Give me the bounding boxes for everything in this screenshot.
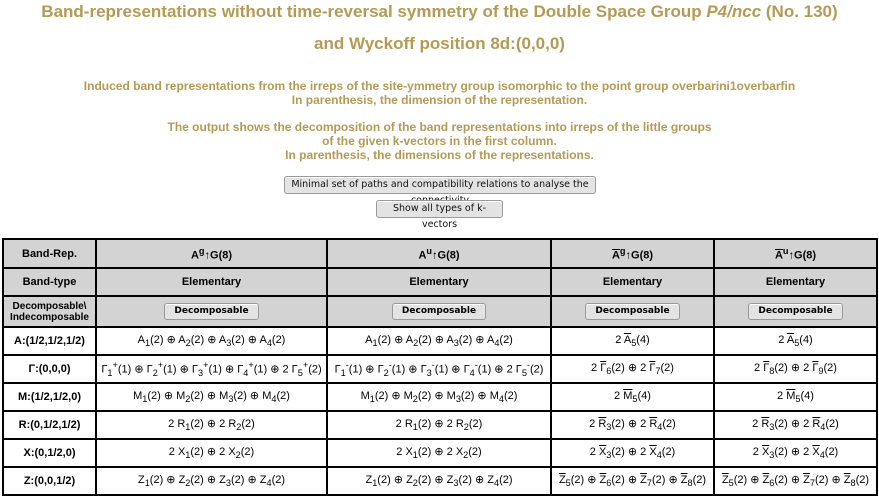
compatibility-paths-button[interactable]: Minimal set of paths and compatibility relations to analyse the <box>284 176 596 194</box>
group-symbol: P4/ncc <box>706 2 762 21</box>
table-row <box>3 355 877 383</box>
decomposable-row <box>3 296 877 327</box>
decomposable-button[interactable]: Decomposable <box>392 303 486 320</box>
table-row <box>3 411 877 439</box>
band-rep-cell: $A^g↑G(8)$ <box>96 239 327 268</box>
decomposable-button[interactable]: Decomposable <box>748 303 842 320</box>
decomposition-cell: 2 $\overline{R}_3(2)$ ⊕ 2 $\overline{R}_4(2)$ <box>714 411 877 439</box>
show-k-vectors-button[interactable]: Show all types of k-vectors <box>376 200 503 218</box>
output-description <box>0 120 879 162</box>
table-row <box>3 327 877 355</box>
decomposition-cell: 2 $\overline{M}_5(4)$ <box>551 383 714 411</box>
output-line-3: In parenthesis, the dimensions of the representations. <box>285 148 594 162</box>
band-representation-table <box>2 238 878 496</box>
table-row <box>3 439 877 467</box>
output-line-1: The output shows the decomposition of the band representations into irreps of the little groups <box>167 120 712 134</box>
table-row <box>3 383 877 411</box>
band-type-header: Band-type <box>3 268 96 296</box>
decomposition-cell: $M_1(2)$ ⊕ $M_2(2)$ ⊕ $M_3(2)$ ⊕ $M_4(2)$ <box>96 383 327 411</box>
decomposable-header <box>3 296 96 327</box>
decomposition-cell: 2 $\overline{X}_3(2)$ ⊕ 2 $\overline{X}_4(2)$ <box>551 439 714 467</box>
decomposition-cell: $\overline{Z}_5(2)$ ⊕ $\overline{Z}_6(2)$ ⊕ $\overline{Z}_7(2)$ ⊕ $\overline{Z}_8(2)$ <box>714 467 877 495</box>
band-rep-cell: $\overline{A}^u↑G(8)$ <box>714 239 877 268</box>
intro-line-2: In parenthesis, the dimension of the representation. <box>291 93 588 107</box>
band-rep-header: Band-Rep. <box>3 239 96 268</box>
decomposition-cell: 2 $\overline{\Gamma}_8(2)$ ⊕ 2 $\overline{\Gamma}_9(2)$ <box>714 355 877 383</box>
title-suffix: (No. 130) <box>761 2 838 21</box>
band-type-cell: Elementary <box>327 268 551 296</box>
decomposable-cell <box>551 296 714 327</box>
page-title <box>0 2 879 22</box>
decomposable-button[interactable]: Decomposable <box>585 303 679 320</box>
decomposition-cell: $Z_1(2)$ ⊕ $Z_2(2)$ ⊕ $Z_3(2)$ ⊕ $Z_4(2)$ <box>327 467 551 495</box>
decomposable-label-2: Indecomposable <box>10 311 89 323</box>
decomposition-cell: $\Gamma_1^-(1)$ ⊕ $\Gamma_2^-(1)$ ⊕ $\Gamma_3^-(1)$ ⊕ $\Gamma_4^-(1)$ ⊕ 2 $\Gamma_5^-(2)$ <box>327 355 551 383</box>
output-line-2: of the given k-vectors in the first column. <box>322 134 557 148</box>
intro-line-1: Induced band representations from the irreps of the site-ymmetry group isomorphic to the point group overbarini1overbarfin <box>83 79 796 93</box>
intro-text <box>0 79 879 107</box>
decomposition-cell: $A_1(2)$ ⊕ $A_2(2)$ ⊕ $A_3(2)$ ⊕ $A_4(2)$ <box>327 327 551 355</box>
decomposable-cell <box>714 296 877 327</box>
decomposition-cell: $A_1(2)$ ⊕ $A_2(2)$ ⊕ $A_3(2)$ ⊕ $A_4(2)$ <box>96 327 327 355</box>
table-header-row <box>3 239 877 268</box>
band-type-cell: Elementary <box>714 268 877 296</box>
band-rep-cell: $\overline{A}^g↑G(8)$ <box>551 239 714 268</box>
k-vector-label: X:(0,1/2,0) <box>3 439 96 467</box>
k-vector-label: M:(1/2,1/2,0) <box>3 383 96 411</box>
decomposition-cell: 2 $\overline{M}_5(4)$ <box>714 383 877 411</box>
band-type-cell: Elementary <box>96 268 327 296</box>
band-type-cell: Elementary <box>551 268 714 296</box>
decomposition-cell: 2 $\overline{R}_3(2)$ ⊕ 2 $\overline{R}_4(2)$ <box>551 411 714 439</box>
decomposable-cell <box>327 296 551 327</box>
k-vector-label: R:(0,1/2,1/2) <box>3 411 96 439</box>
decomposition-cell: 2 $\overline{\Gamma}_6(2)$ ⊕ 2 $\overline{\Gamma}_7(2)$ <box>551 355 714 383</box>
decomposable-cell <box>96 296 327 327</box>
k-vector-label: Z:(0,0,1/2) <box>3 467 96 495</box>
decomposition-cell: 2 $X_1(2)$ ⊕ 2 $X_2(2)$ <box>327 439 551 467</box>
decomposition-cell: 2 $\overline{A}_5(4)$ <box>551 327 714 355</box>
decomposition-cell: $\overline{Z}_5(2)$ ⊕ $\overline{Z}_6(2)$ ⊕ $\overline{Z}_7(2)$ ⊕ $\overline{Z}_8(2)$ <box>551 467 714 495</box>
band-type-row <box>3 268 877 296</box>
decomposition-cell: 2 $R_1(2)$ ⊕ 2 $R_2(2)$ <box>96 411 327 439</box>
k-vector-label: Γ:(0,0,0) <box>3 355 96 383</box>
band-rep-cell: $A^u↑G(8)$ <box>327 239 551 268</box>
decomposition-cell: 2 $\overline{X}_3(2)$ ⊕ 2 $\overline{X}_4(2)$ <box>714 439 877 467</box>
k-vector-label: A:(1/2,1/2,1/2) <box>3 327 96 355</box>
decomposition-cell: 2 $X_1(2)$ ⊕ 2 $X_2(2)$ <box>96 439 327 467</box>
decomposition-cell: 2 $\overline{A}_5(4)$ <box>714 327 877 355</box>
decomposable-label-1: Decomposable\ <box>12 300 87 312</box>
table-row <box>3 467 877 495</box>
decomposition-cell: $M_1(2)$ ⊕ $M_2(2)$ ⊕ $M_3(2)$ ⊕ $M_4(2)$ <box>327 383 551 411</box>
decomposition-cell: 2 $R_1(2)$ ⊕ 2 $R_2(2)$ <box>327 411 551 439</box>
decomposition-cell: $\Gamma_1^+(1)$ ⊕ $\Gamma_2^+(1)$ ⊕ $\Gamma_3^+(1)$ ⊕ $\Gamma_4^+(1)$ ⊕ 2 $\Gamma_5^+(2)$ <box>96 355 327 383</box>
page-subtitle: and Wyckoff position 8d:(0,0,0) <box>314 34 565 53</box>
decomposable-button[interactable]: Decomposable <box>164 303 258 320</box>
decomposition-cell: $Z_1(2)$ ⊕ $Z_2(2)$ ⊕ $Z_3(2)$ ⊕ $Z_4(2)$ <box>96 467 327 495</box>
title-prefix: Band-representations without time-reversal symmetry of the Double Space Group <box>41 2 707 21</box>
